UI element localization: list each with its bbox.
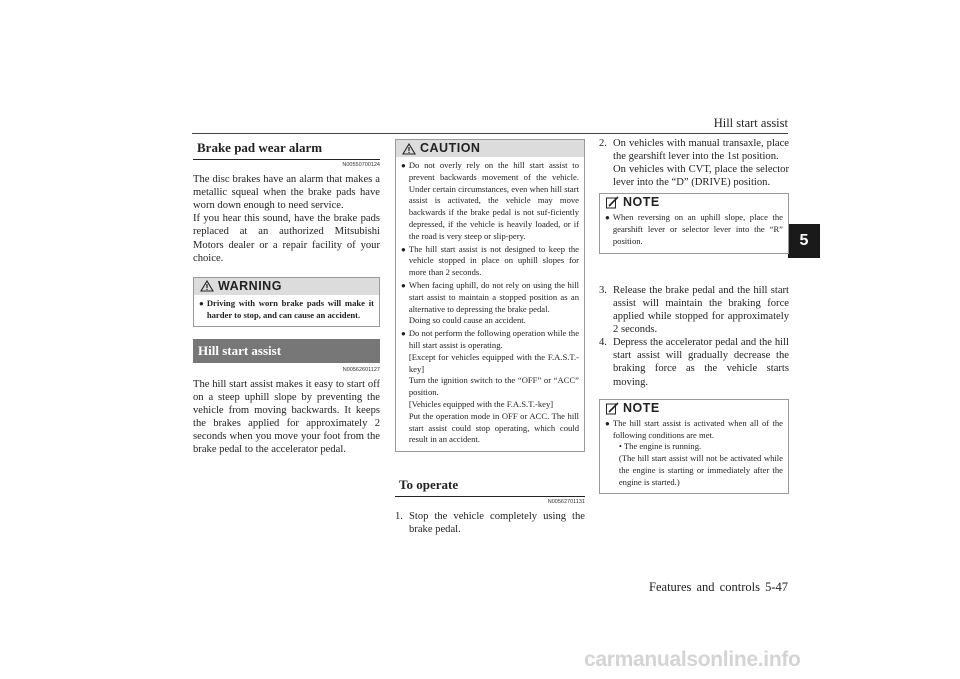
note-header	[600, 400, 788, 415]
hill-start-paragraph: The hill start assist makes it easy to start off on a steep uphill slope by preventing the vehicle from moving backwards. It keeps the brakes applied for approximately 2 seconds when you move your foot from the brake pedal to the accelerator pedal.	[193, 378, 380, 455]
list-item: ● Do not perform the following operation while the hill start assist is operating. [Except for vehicles equipped with the F.A.S.T.-key] Turn the ignition switch to the “OFF” or “ACC” position. [Vehicles equipped with the F.A.S.T.-key] Put the operation mode in OFF or ACC. The hill start assist could stop operating, which could result in an accident.	[401, 328, 580, 445]
brake-pad-title: Brake pad wear alarm	[193, 137, 380, 160]
step-4: 4. Depress the accelerator pedal and the hill start assist will gradually decrease the braking force as the vehicle starts moving.	[599, 337, 789, 388]
warning-triangle-icon	[402, 143, 416, 155]
caution-label: CAUTION	[420, 141, 481, 155]
page-number: 5-47	[765, 580, 788, 594]
column-middle	[395, 137, 585, 537]
caution-body	[396, 157, 584, 451]
warning-header	[194, 278, 379, 295]
column-left	[193, 137, 380, 456]
note-box	[599, 399, 789, 495]
list-item: ● Do not overly rely on the hill start assist to prevent backwards movement of the vehicle. Under certain circumstances, even when hill start assist is activated, the vehicle may move backwards if the brake pedal is not suf-ficiently depressed, if the vehicle is heavily loaded, or if the road is very steep or slip-pery.	[401, 160, 579, 241]
bullet-icon: ●	[401, 244, 406, 254]
chapter-tab: 5	[788, 224, 820, 258]
caution-header	[396, 140, 584, 157]
step-1: 1. Stop the vehicle completely using the brake pedal.	[395, 511, 585, 536]
bullet-icon: ●	[401, 281, 406, 291]
header-rule	[192, 133, 788, 134]
note-pencil-icon	[606, 402, 619, 415]
warning-label: WARNING	[218, 278, 282, 293]
bullet-icon: ●	[401, 161, 406, 171]
reference-code: N00562701131	[547, 499, 585, 506]
header-title: Hill start assist	[713, 116, 788, 130]
warning-body	[194, 295, 379, 327]
note-label: NOTE	[623, 400, 660, 415]
step-3: 3. Release the brake pedal and the hill start assist will maintain the braking force applied while stopped for approximately 2 seconds.	[599, 284, 789, 336]
bullet-icon: ●	[401, 329, 406, 339]
warning-box	[193, 277, 380, 328]
bullet-icon: ●	[605, 418, 610, 428]
note-header	[600, 194, 788, 209]
note-label: NOTE	[623, 195, 660, 210]
caution-box	[395, 139, 585, 452]
footer-section: Features and controls	[649, 580, 760, 594]
hill-start-title: Hill start assist	[193, 339, 380, 362]
warning-triangle-icon	[200, 280, 214, 292]
reference-code: N00562601127	[342, 366, 380, 373]
note-body	[600, 209, 788, 252]
to-operate-title: To operate	[395, 474, 585, 497]
brake-paragraph: The disc brakes have an alarm that makes a metallic squeal when the brake pads have worn down enough to need service.	[193, 174, 380, 212]
list-item: ● When facing uphill, do not rely on using the hill start assist to maintain a stopped position as an alternative to depressing the brake pedal. Doing so could cause an accident.	[401, 280, 579, 326]
list-item: ● Driving with worn brake pads will make it harder to stop, and can cause an accident.	[199, 297, 374, 320]
column-right	[599, 137, 789, 506]
step-2: 2. On vehicles with manual transaxle, place the gearshift lever into the 1st position. On vehicles with CVT, place the selector lever into the “D” (DRIVE) position.	[599, 138, 789, 189]
note-box	[599, 193, 789, 253]
list-item: ● When reversing on an uphill slope, place the gearshift lever or selector lever into the “R” position.	[605, 212, 783, 247]
brake-paragraph-2: If you hear this sound, have the brake pads replaced at an authorized Mitsubishi Motors dealer or a repair facility of your choice.	[193, 213, 380, 264]
list-item: ● The hill start assist is not designed to keep the vehicle stopped in place on uphill slopes for more than 2 seconds.	[401, 243, 579, 278]
bullet-icon: ●	[605, 213, 610, 223]
watermark-text: carmanualsonline.info	[584, 648, 801, 671]
note-pencil-icon	[606, 196, 619, 209]
bullet-icon: ●	[199, 298, 204, 308]
reference-code: N00550700124	[342, 162, 380, 169]
list-item: ● The hill start assist is activated when all of the following conditions are met. • The engine is running. (The hill start assist will not be activated while the engine is starting or immediately after the engine is started.)	[605, 417, 783, 487]
footer	[649, 580, 788, 595]
note-body	[600, 415, 788, 494]
